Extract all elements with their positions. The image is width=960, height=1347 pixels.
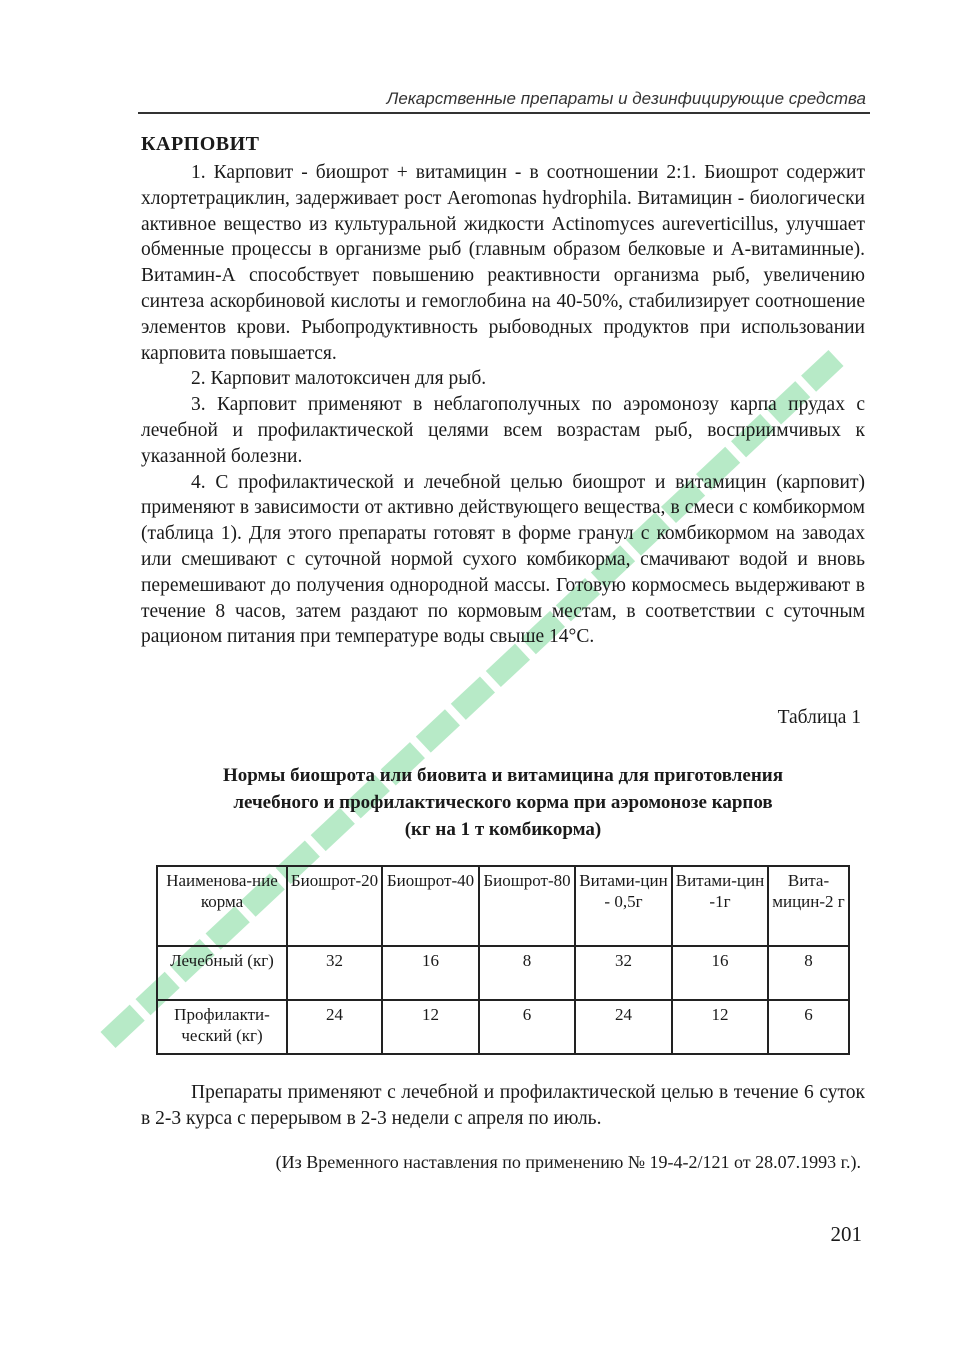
running-header [138,88,870,114]
paragraph-4: 4. С профилактической и лечебной целью биошрот и витамицин (карповит) применяют в зависимости от активно действующего вещества, в смеси с комбикормом (таблица 1). Для этого препараты готовят в форме гранул с комбикормом на заводах или смешивают с суточной нормой сухого комбикорма, смачивают водой и вновь перемешивают до получения однородной массы. Готовую кормосмесь выдерживают в течение 8 часов, затем раздают по кормовым местам, в соответствии с суточным рационом питания при температуре воды свыше 14°С. [141,471,865,648]
table-cell: 32 [575,946,672,1000]
usage-note-text: Препараты применяют с лечебной и профилактической целью в течение 6 суток в 2-3 курса с перерывом в 2-3 недели с апреля по июль. [141,1082,865,1129]
caption-line-3: (кг на 1 т комбикорма) [404,819,602,840]
table-cell: Лечебный (кг) [157,946,287,1000]
table-row [157,946,849,1000]
table-cell: 12 [382,1000,479,1054]
section-title: КАРПОВИТ [141,133,260,155]
paragraph-2: 2. Карповит малотоксичен для рыб. [191,368,487,390]
paragraph-3: 3. Карповит применяют в неблагополучных по аэромонозу карпа прудах с лечебной и профилактической целями всем возрастам рыб, восприимчивых к указанной болезни. [141,394,865,467]
table-header-row [157,866,849,946]
header-cell-bioshrot-80: Биошрот-80 [479,866,575,946]
header-cell-vitamicin-2: Вита-мицин-2 г [768,866,849,946]
table-cell: 16 [672,946,768,1000]
caption-line-2: лечебного и профилактического корма при аэромонозе карпов [233,792,773,813]
table-cell: 24 [575,1000,672,1054]
header-cell-bioshrot-20: Биошрот-20 [287,866,382,946]
table-cell: 12 [672,1000,768,1054]
table-cell: 16 [382,946,479,1000]
table-cell: Профилакти-ческий (кг) [157,1000,287,1054]
header-cell-bioshrot-40: Биошрот-40 [382,866,479,946]
dosage-table [156,865,850,1055]
caption-line-1: Нормы биошрота или биовита и витамицина для приготовления [222,765,783,786]
table-row [157,1000,849,1054]
table-cell: 8 [479,946,575,1000]
table-cell: 24 [287,1000,382,1054]
table-cell: 8 [768,946,849,1000]
header-cell-vitamicin-05: Витами-цин - 0,5г [575,866,672,946]
page-number: 201 [830,1222,862,1246]
body-text [141,160,865,650]
usage-note [141,1080,865,1132]
table-cell: 6 [479,1000,575,1054]
table-caption [141,762,865,843]
table-cell: 32 [287,946,382,1000]
header-cell-vitamicin-1: Витами-цин -1г [672,866,768,946]
running-title: Лекарственные препараты и дезинфицирующие средства [386,89,866,108]
table-cell: 6 [768,1000,849,1054]
header-cell-feed: Наименова-ние корма [157,866,287,946]
table-label: Таблица 1 [777,707,861,728]
paragraph-1: 1. Карповит - биошрот + витамицин - в соотношении 2:1. Биошрот содержит хлортетрациклин, задерживает рост Aeromonas hydrophila. Витамицин - биологически активное вещество из культуральной жидкости Actinomyces aureverticillus, улучшает обменные процессы в организме рыб (главным образом белковые и А-витаминные). Витамин-А способствует повышению реактивности организма рыб, увеличению синтеза аскорбиновой кислоты и гемоглобина на 40-50%, стабилизирует соотношение элементов крови. Рыбопродуктивность рыбоводных продуктов при использовании карповита повышается. [141,162,865,364]
source-reference: (Из Временного наставления по применению № 19-4-2/121 от 28.07.1993 г.). [275,1152,861,1172]
